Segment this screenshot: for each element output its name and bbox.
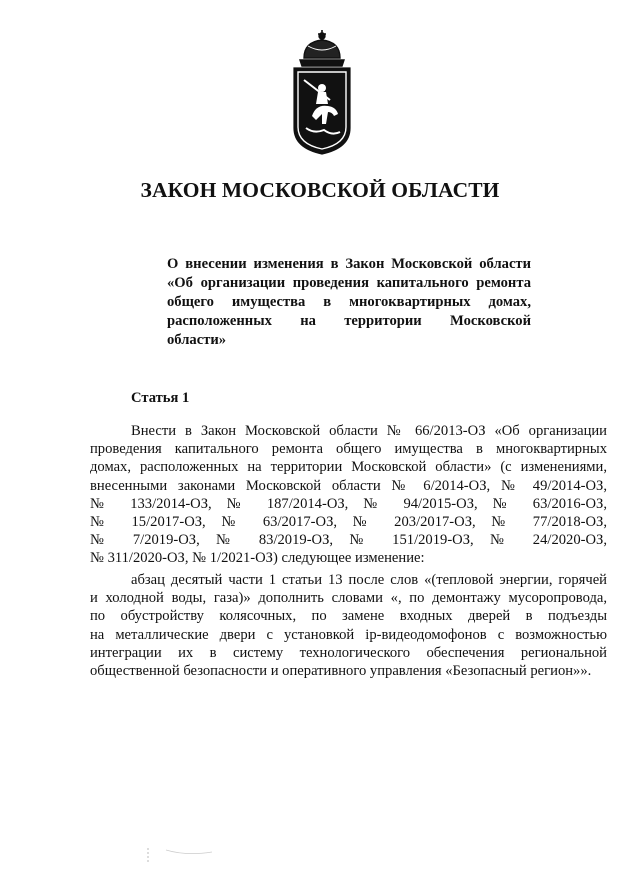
paragraph-line: по обустройству колясочных, по замене входных дверей в подъезды [90,608,607,625]
paragraph-line: интеграции их в систему технологического обеспечения региональной [90,644,607,661]
subject-line: О внесении изменения в Закон Московской области [167,256,531,272]
subject-line: общего имущества в многоквартирных домах, [167,294,531,310]
scan-mark [146,846,216,864]
paragraph-line: на металлические двери с установкой ip-видеодомофонов с возможностью [90,626,607,643]
law-subject [167,255,531,350]
article-heading: Статья 1 [131,390,190,406]
coat-of-arms-icon [282,28,362,158]
paragraph-line: внесенными законами Московской области № 6/2014-ОЗ, № 49/2014-ОЗ, [90,477,607,494]
article-paragraph-2 [90,571,607,680]
paragraph-line: и холодной воды, газа)» дополнить словами «, по демонтажу мусоропровода, [90,590,607,607]
paragraph-line: общественной безопасности и оперативного управления «Безопасный регион»». [90,663,592,680]
document-title: ЗАКОН МОСКОВСКОЙ ОБЛАСТИ [140,178,500,202]
subject-line: области» [167,332,227,348]
paragraph-line: домах, расположенных на территории Московской области» (с изменениями, [90,459,607,476]
paragraph-line: проведения капитального ремонта общего имущества в многоквартирных [90,441,607,458]
subject-line: расположенных на территории Московской [167,313,531,329]
paragraph-line: абзац десятый части 1 статьи 13 после слов «(тепловой энергии, горячей [131,572,607,588]
subject-line: «Об организации проведения капитального ремонта [167,275,531,291]
paragraph-line: № 15/2017-ОЗ, № 63/2017-ОЗ, № 203/2017-ОЗ, № 77/2018-ОЗ, [90,514,607,531]
paragraph-line: № 7/2019-ОЗ, № 83/2019-ОЗ, № 151/2019-ОЗ, № 24/2020-ОЗ, [90,532,607,549]
article-paragraph-1 [90,422,607,568]
paragraph-line: № 311/2020-ОЗ, № 1/2021-ОЗ) следующее изменение: [90,550,425,567]
paragraph-line: № 133/2014-ОЗ, № 187/2014-ОЗ, № 94/2015-ОЗ, № 63/2016-ОЗ, [90,495,607,512]
paragraph-line: Внести в Закон Московской области № 66/2013-ОЗ «Об организации [131,423,607,439]
